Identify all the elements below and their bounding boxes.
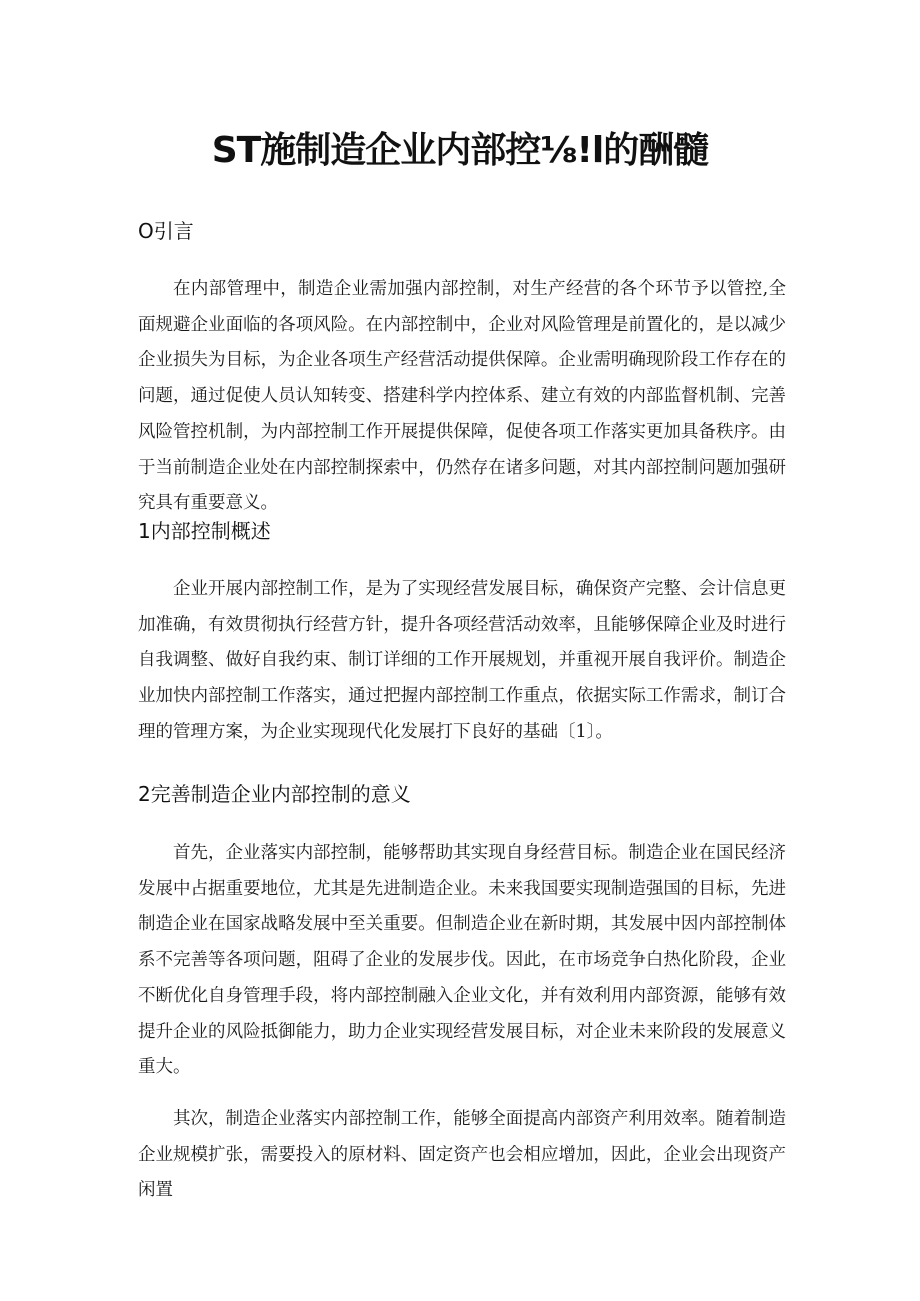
paragraph-introduction: 在内部管理中，制造企业需加强内部控制，对生产经营的各个环节予以管控,全面规避企业面临的各项风险。在内部控制中，企业对风险管理是前置化的，是以减少企业损失为目标，为企业各项生产经营活动提供保障。企业需明确现阶段工作存在的问题，通过促使人员认知转变、搭建科学内控体系、建立有效的内部监督机制、完善风险管控机制，为内部控制工作开展提供保障，促使各项工作落实更加具备秩序。由于当前制造企业处在内部控制探索中，仍然存在诸多问题，对其内部控制问题加强研究具有重要意义。 [138,279,786,514]
section-heading-overview: 1内部控制概述 [138,519,271,543]
paragraph-overview: 企业开展内部控制工作，是为了实现经营发展目标，确保资产完整、会计信息更加准确，有效贯彻执行经营方针，提升各项经营活动效率，且能够保障企业及时进行自我调整、做好自我约束、制订详细的工作开展规划，并重视开展自我评价。制造企业加快内部控制工作落实，通过把握内部控制工作重点，依据实际工作需求，制订合理的管理方案，为企业实现现代化发展打下良好的基础〔1〕。 [138,579,786,742]
document-title: ST施制造企业内部控⅛!l的酬髓 [211,130,709,171]
section-heading-significance: 2完善制造企业内部控制的意义 [138,782,411,806]
paragraph-significance-second: 其次，制造企业落实内部控制工作，能够全面提高内部资产利用效率。随着制造企业规模扩张，需要投入的原材料、固定资产也会相应增加，因此，企业会出现资产闲置 [138,1109,786,1201]
section-heading-introduction: O引言 [138,219,194,243]
paragraph-significance-first: 首先，企业落实内部控制，能够帮助其实现自身经营目标。制造企业在国民经济发展中占据重要地位，尤其是先进制造企业。未来我国要实现制造强国的目标，先进制造企业在国家战略发展中至关重要。但制造企业在新时期，其发展中因内部控制体系不完善等各项问题，阻碍了企业的发展步伐。因此，在市场竞争白热化阶段，企业不断优化自身管理手段，将内部控制融入企业文化，并有效利用内部资源，能够有效提升企业的风险抵御能力，助力企业实现经营发展目标，对企业未来阶段的发展意义重大。 [138,843,786,1078]
